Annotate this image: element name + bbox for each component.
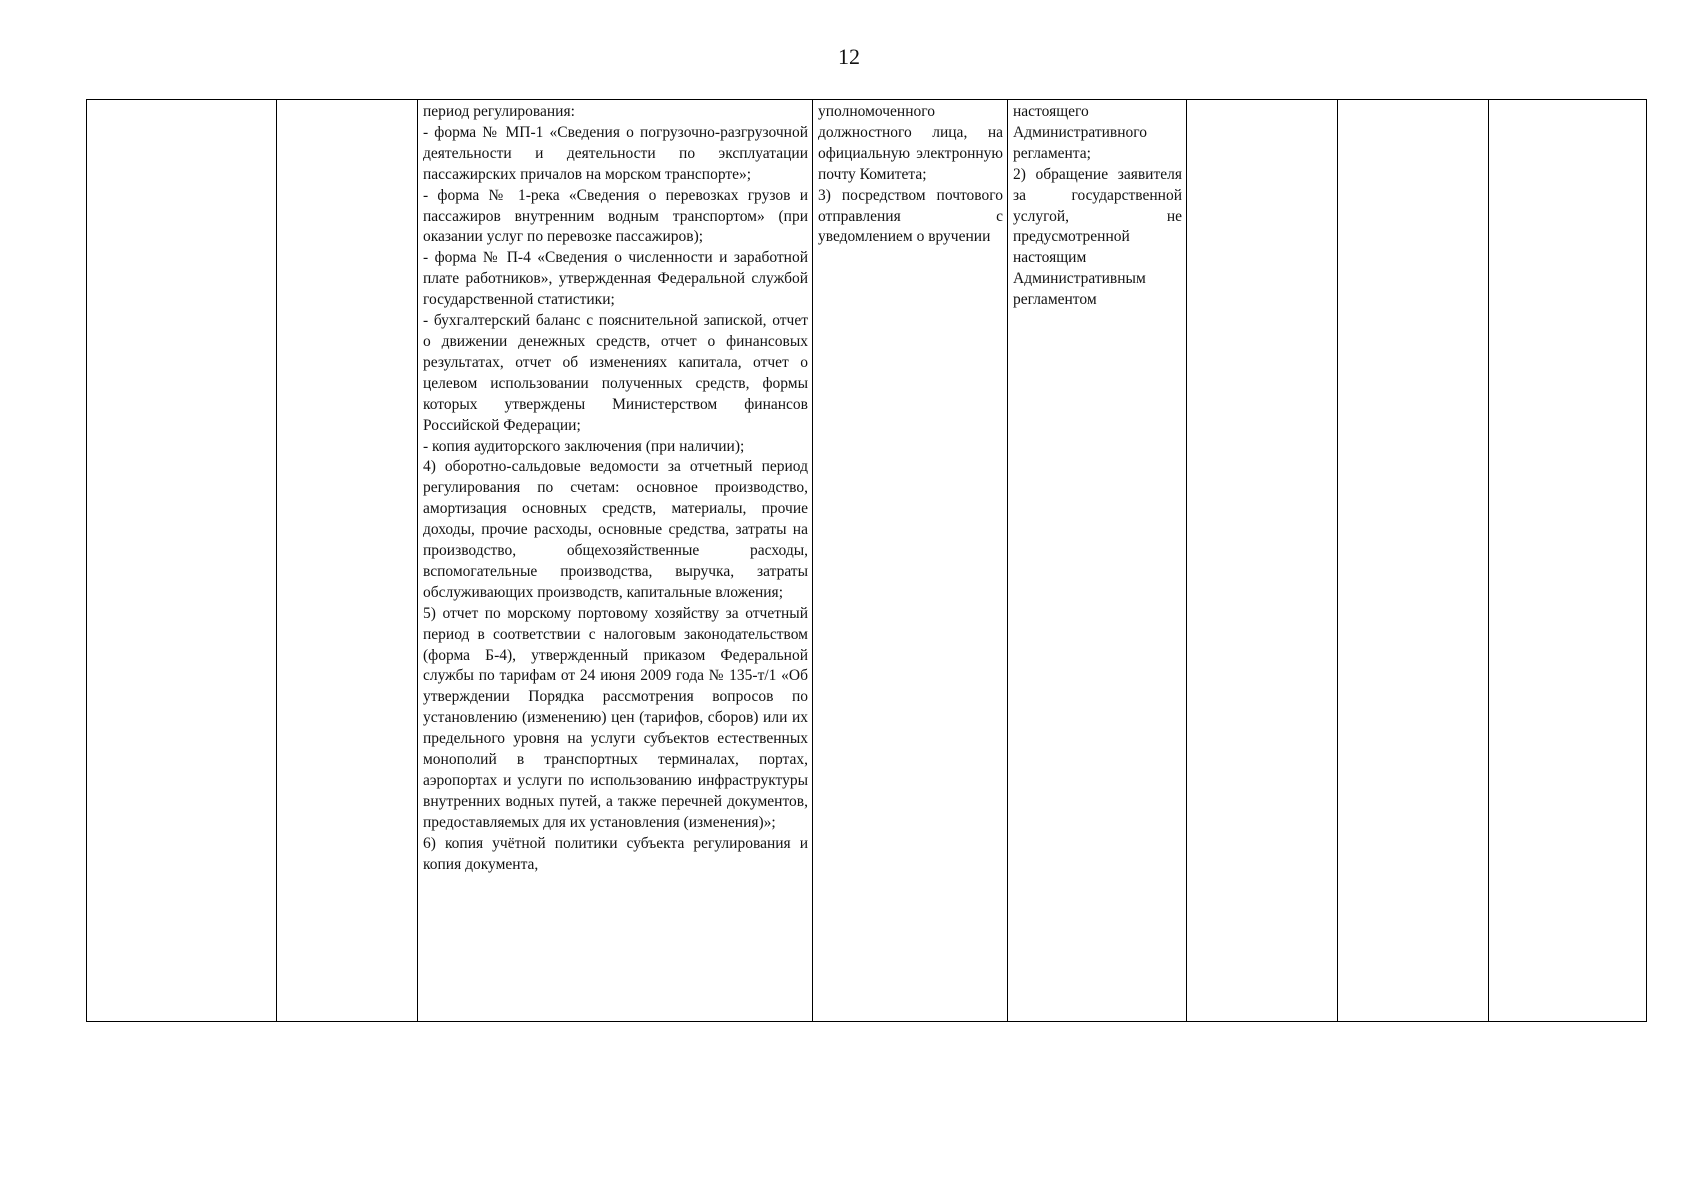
table-cell-refusal-grounds [1008, 100, 1187, 1022]
table-row [87, 100, 1647, 1022]
table-cell-submission-methods [813, 100, 1008, 1022]
paragraph: 6) копия учётной политики субъекта регулирования и копия документа, [423, 834, 808, 873]
paragraph: - копия аудиторского заключения (при наличии); [423, 437, 745, 455]
submission-methods-text [813, 100, 1007, 248]
paragraph: период регулирования: [423, 103, 575, 120]
paragraph: - форма № МП-1 «Сведения о погрузочно-разгрузочной деятельности и деятельности по эксплуатации пассажирских причалов на морском транспорте»; [423, 123, 808, 183]
refusal-grounds-text [1008, 100, 1186, 311]
paragraph: 5) отчет по морскому портовому хозяйству за отчетный период в соответствии с налоговым законодательством (форма Б-4), утвержденный приказом Федеральной службы по тарифам от 24 июня 2009 года № 135-т/1 «Об утверждении Порядка рассмотрения вопросов по установлению (изменению) цен (тарифов, сборов) или их предельного уровня на услуги субъектов естественных монополий в транспортных терминалах, портах, аэропортах и услуги по использованию инфраструктуры внутренних водных путей, а также перечней документов, предоставляемых для их установления (изменения)»; [423, 604, 808, 831]
table-cell-col8 [1489, 100, 1647, 1022]
table-cell-col6 [1187, 100, 1338, 1022]
paragraph: 2) обращение заявителя за государственной услугой, не предусмотренной настоящим Административным регламентом [1013, 165, 1182, 309]
document-table [86, 99, 1647, 1022]
table-cell-col7 [1338, 100, 1489, 1022]
paragraph: 4) оборотно-сальдовые ведомости за отчетный период регулирования по счетам: основное производство, амортизация основных средств, материалы, прочие доходы, прочие расходы, основные средства, затраты на производство, общехозяйственные расходы, вспомогательные производства, выручка, затраты обслуживающих производств, капитальные вложения; [423, 458, 808, 601]
paragraph: - форма № П-4 «Сведения о численности и заработной плате работников», утвержденная Федеральной службой государственной статистики; [423, 249, 808, 309]
cell-text [277, 100, 417, 102]
table-cell-col2 [277, 100, 418, 1022]
table-cell-col1 [87, 100, 277, 1022]
paragraph: настоящего Административного регламента; [1013, 103, 1147, 162]
cell-text [1187, 100, 1337, 102]
documents-list-text [418, 100, 812, 876]
table-cell-documents-list [418, 100, 813, 1022]
cell-text [1489, 100, 1646, 102]
paragraph: 3) посредством почтового отправления с уведомлением о вручении [818, 186, 1003, 246]
paragraph: - форма № 1-река «Сведения о перевозках грузов и пассажиров внутренним водным транспортом» (при оказании услуг по перевозке пассажиров); [423, 186, 808, 246]
cell-text [1338, 100, 1488, 102]
paragraph: - бухгалтерский баланс с пояснительной запиской, отчет о движении денежных средств, отчет о финансовых результатах, отчет об изменениях капитала, отчет о целевом использовании полученных средств, формы которых утверждены Министерством финансов Российской Федерации; [423, 312, 808, 434]
cell-text [87, 100, 276, 102]
page-number: 12 [838, 44, 860, 69]
paragraph: уполномоченного должностного лица, на официальную электронную почту Комитета; [818, 103, 1003, 183]
